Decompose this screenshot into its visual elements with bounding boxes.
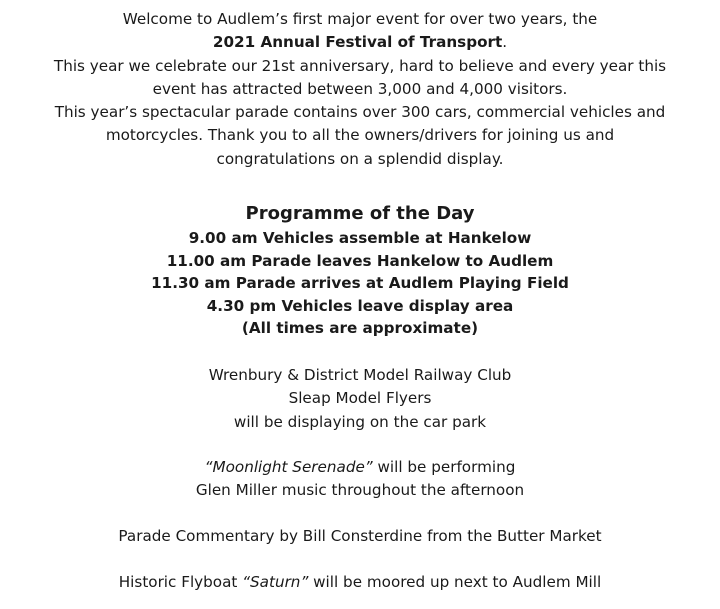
clubs-line-1: Wrenbury & District Model Railway Club	[208, 366, 512, 384]
programme-item: 11.30 am Parade arrives at Audlem Playing Field	[151, 274, 569, 292]
welcome-line-2	[0, 31, 720, 54]
clubs-section	[0, 364, 720, 434]
flyboat-name: “Saturn”	[242, 573, 309, 591]
serenade-title: “Moonlight Serenade”	[204, 458, 373, 476]
welcome-section	[0, 8, 720, 171]
programme-note: (All times are approximate)	[241, 319, 479, 337]
welcome-line-3: This year we celebrate our 21st anniversary, hard to believe and every year this	[53, 56, 667, 75]
festival-title-period: .	[502, 33, 508, 52]
welcome-line-5: This year’s spectacular parade contains over 300 cars, commercial vehicles and	[54, 103, 666, 122]
programme-item: 11.00 am Parade leaves Hankelow to Audlem	[166, 251, 554, 270]
clubs-line-2: Sleap Model Flyers	[288, 389, 432, 408]
serenade-line-1	[0, 456, 720, 479]
clubs-line-3: will be displaying on the car park	[233, 412, 487, 431]
welcome-line-4: event has attracted between 3,000 and 4,000 visitors.	[152, 79, 568, 98]
flyboat-lead: Historic Flyboat	[118, 573, 243, 591]
commentary-text: Parade Commentary by Bill Consterdine from the Butter Market	[118, 527, 602, 545]
flyboat-tail: will be moored up next to Audlem Mill	[308, 573, 602, 591]
programme-title: Programme of the Day	[245, 203, 475, 224]
commentary-section	[0, 525, 720, 548]
programme-section	[0, 201, 720, 340]
welcome-line-7: congratulations on a splendid display.	[216, 149, 504, 168]
programme-item: 4.30 pm Vehicles leave display area	[206, 296, 514, 315]
programme-item: 9.00 am Vehicles assemble at Hankelow	[188, 229, 532, 247]
festival-title: 2021 Annual Festival of Transport	[212, 33, 503, 52]
flyboat-section	[0, 571, 720, 594]
serenade-line-2: Glen Miller music throughout the afternoon	[195, 481, 525, 500]
serenade-section	[0, 456, 720, 503]
welcome-line-6: motorcycles. Thank you to all the owners/drivers for joining us and	[105, 126, 615, 145]
flyboat-line	[0, 571, 720, 594]
serenade-tail: will be performing	[372, 458, 516, 476]
welcome-line-1: Welcome to Audlem’s first major event for over two years, the	[122, 10, 598, 28]
